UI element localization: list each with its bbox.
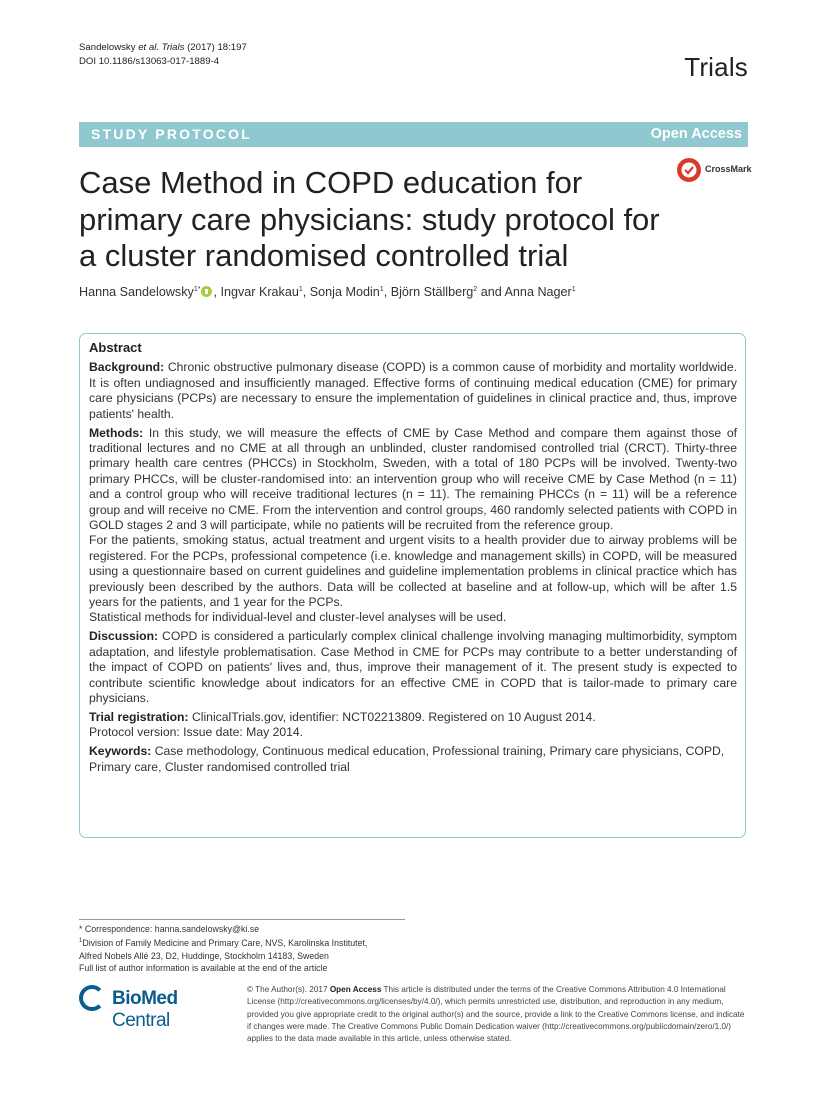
biomed-central-logo[interactable] bbox=[79, 985, 239, 1031]
citation-line bbox=[79, 41, 247, 55]
abstract-protocol-version: Protocol version: Issue date: May 2014. bbox=[89, 725, 304, 740]
abstract-trial-registration: Trial registration: ClinicalTrials.gov, identifier: NCT02213809. Registered on 10 August 2014. bbox=[89, 709, 596, 724]
publisher-name: BioMed Central bbox=[112, 988, 178, 1031]
author-name: Sonja Modin bbox=[309, 285, 380, 299]
abstract-methods-3: Statistical methods for individual-level and cluster-level analyses will be used. bbox=[89, 610, 507, 625]
citation-volume: (2017) 18:197 bbox=[184, 42, 247, 53]
crossmark-label: CrossMark bbox=[705, 164, 752, 174]
author-affiliation: 1* bbox=[193, 286, 201, 293]
article-title: Case Method in COPD education for primary care physicians: study protocol for a cluster randomised controlled trial bbox=[79, 165, 660, 273]
journal-name: Trials bbox=[684, 52, 748, 82]
crossmark-icon bbox=[676, 157, 702, 183]
author-affiliation: 2 bbox=[473, 286, 478, 293]
author-affiliation: 1 bbox=[379, 286, 384, 293]
citation-authors: Sandelowsky bbox=[79, 42, 139, 53]
orcid-icon[interactable] bbox=[201, 286, 212, 297]
footnotes bbox=[79, 923, 367, 974]
abstract-methods: Methods: In this study, we will measure the effects of CME by Case Method and compare them against those of traditional lectures and no CME at all through an unblinded, cluster randomised controlled trial (CRCT). Thirty-three primary health care centres (PHCCs) in Stockholm, Sweden, with a total of 180 PCPs will be involved. Twenty-two primary PHCCs, will be cluster-randomised into: an intervention group who will receive CME by Case Method (n = 11) and a control group who will receive traditional lectures (n = 11). The remaining PHCCs (n = 11) will be a reference group and will receive no CME. From the intervention and control groups, 460 randomly selected patients with COPD in GOLD stages 2 and 3 will participate, while no patients will be recruited from the reference group. bbox=[89, 425, 737, 532]
abstract-background: Background: Chronic obstructive pulmonary disease (COPD) is a common cause of morbidity and mortality worldwide. It is often undiagnosed and insufficiently managed. Effective forms of continuing medical education (CME) for primary care physicians (PCPs) are necessary to ensure the implementation of guidelines in clinical practice and, thus, improve patients' health. bbox=[89, 360, 737, 421]
author-list: Hanna Sandelowsky$^{1*}$ , Ingvar Krakau$^1$, Sonja Modin$^1$, Björn Ställberg$^2$ and Anna Nager$^1$ bbox=[79, 285, 576, 299]
affiliation-line-2: Alfred Nobels Allé 23, D2, Huddinge, Stockholm 14183, Sweden bbox=[79, 950, 329, 961]
author-affiliation: 1 bbox=[298, 286, 303, 293]
license-statement: © The Author(s). 2017 Open Access This article is distributed under the terms of the Creative Commons Attribution 4.0 International License (http://creativecommons.org/licenses/by/4.0/), which permits unrestricted use, distribution, and reproduction in any medium, provided you give appropriate credit to the original author(s) and the source, provide a link to the Creative Commons license, and indicate if changes were made. The Creative Commons Public Domain Dedication waiver (http://creativecommons.org/publicdomain/zero/1.0/) applies to the data made available in this article, unless otherwise stated. bbox=[247, 985, 745, 1044]
article-type-label: STUDY PROTOCOL bbox=[91, 126, 252, 142]
author-name: Ingvar Krakau bbox=[220, 285, 299, 299]
affiliation-line-1: $^1$Division of Family Medicine and Primary Care, NVS, Karolinska Institutet, bbox=[79, 938, 368, 949]
article-type-banner bbox=[79, 122, 748, 147]
abstract-keywords: Keywords: Case methodology, Continuous medical education, Professional training, Primary care physicians, COPD, Primary care, Cluster randomised controlled trial bbox=[89, 744, 725, 774]
abstract-discussion: Discussion: COPD is considered a particularly complex clinical challenge involving managing multimorbidity, symptom adaptation, and lifestyle problematisation. Case Method in CME for PCPs may contribute to a better understanding of the impact of COPD on patients' lives and, thus, improve their management of it. The present study is expected to contribute scientific knowledge about indicators for an effective CME in COPD that is tailor-made to primary care physicians. bbox=[89, 629, 737, 705]
open-access-label: Open Access bbox=[650, 126, 742, 142]
doi[interactable]: DOI 10.1186/s13063-017-1889-4 bbox=[79, 55, 220, 67]
author-affiliation: 1 bbox=[571, 286, 576, 293]
author-info-note: Full list of author information is available at the end of the article bbox=[79, 962, 328, 973]
citation-journal: et al. Trials bbox=[138, 42, 185, 53]
crossmark-badge[interactable] bbox=[676, 157, 751, 183]
author-name: Anna Nager bbox=[504, 285, 572, 299]
abstract-box bbox=[79, 333, 746, 838]
author-name: Hanna Sandelowsky bbox=[79, 285, 194, 299]
abstract-heading: Abstract bbox=[89, 340, 142, 355]
correspondence: * Correspondence: hanna.sandelowsky@ki.se bbox=[79, 924, 260, 934]
biomed-central-ring-icon bbox=[79, 985, 105, 1011]
author-name: Björn Ställberg bbox=[390, 285, 474, 299]
citation-block bbox=[79, 41, 247, 68]
footnote-divider bbox=[79, 919, 405, 920]
abstract-methods-2: For the patients, smoking status, actual treatment and urgent visits to a health provider due to airway problems will be registered. For the PCPs, professional competence (i.e. knowledge and management skills) in COPD, will be measured using a questionnaire based on current guidelines and guideline implementation problems in clinical practice which has previously been described by the authors. Data will be collected at baseline and at follow-up, which will be after 1.5 years for the patients, and 1 year for the PCPs. bbox=[89, 533, 737, 609]
